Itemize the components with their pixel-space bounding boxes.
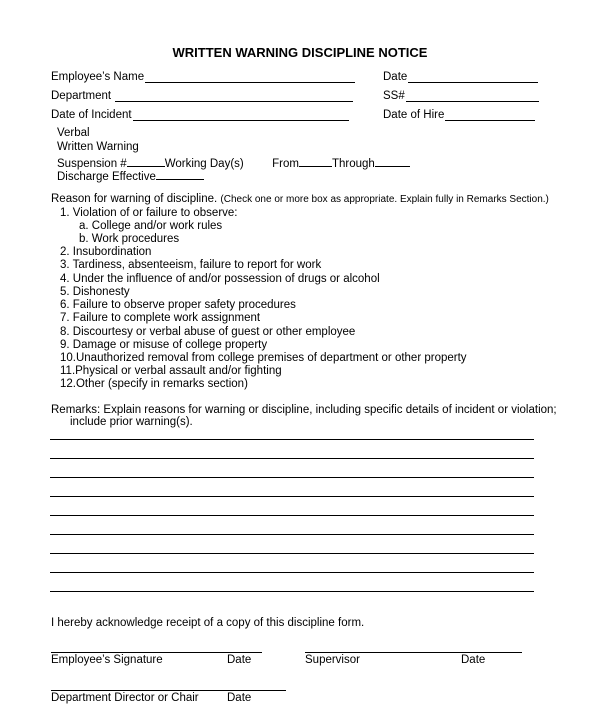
suspension-label: Suspension # <box>57 158 127 170</box>
suspension-days-blank[interactable] <box>127 155 165 167</box>
reason-item-12[interactable]: 12.Other (specify in remarks section) <box>60 378 248 390</box>
from-blank[interactable] <box>299 155 332 167</box>
remarks-line[interactable] <box>50 534 534 535</box>
date-field[interactable] <box>383 70 538 83</box>
reason-item-7[interactable]: 7. Failure to complete work assignment <box>60 312 261 324</box>
employee-signature-label: Employee’s Signature <box>51 654 163 666</box>
reason-item-9[interactable]: 9. Damage or misuse of college property <box>60 339 268 351</box>
director-signature-line[interactable] <box>51 690 286 691</box>
department-label: Department <box>51 90 112 102</box>
remarks-instruction-line1: Remarks: Explain reasons for warning or discipline, including specific details of incident or violation; <box>51 404 557 416</box>
reason-item-4[interactable]: 4. Under the influence of and/or possession of drugs or alcohol <box>60 273 380 285</box>
date-label: Date <box>383 71 408 83</box>
discharge-blank[interactable] <box>156 168 204 180</box>
form-title: WRITTEN WARNING DISCIPLINE NOTICE <box>172 45 428 60</box>
supervisor-signature-line[interactable] <box>305 652 522 653</box>
remarks-line[interactable] <box>50 477 534 478</box>
date-of-hire-field[interactable] <box>383 108 535 121</box>
date-line <box>408 70 538 83</box>
discharge-label: Discharge Effective <box>57 171 156 183</box>
employee-date-label: Date <box>227 654 252 666</box>
ss-field[interactable] <box>383 89 539 102</box>
reason-item-3[interactable]: 3. Tardiness, absenteeism, failure to report for work <box>60 259 322 271</box>
date-of-incident-field[interactable] <box>51 108 349 121</box>
employee-signature-line[interactable] <box>51 652 262 653</box>
date-of-incident-label: Date of Incident <box>51 109 132 121</box>
remarks-line[interactable] <box>50 439 534 440</box>
remarks-line[interactable] <box>50 591 534 592</box>
reason-item-1a[interactable]: a. College and/or work rules <box>79 220 223 232</box>
remarks-instruction-line2: include prior warning(s). <box>70 416 193 428</box>
department-field[interactable] <box>51 89 353 102</box>
director-date-label: Date <box>227 692 252 704</box>
ss-line <box>406 89 539 102</box>
remarks-line[interactable] <box>50 496 534 497</box>
from-label: From <box>272 158 299 170</box>
date-of-incident-line <box>133 108 349 121</box>
reason-heading-note: (Check one or more box as appropriate. Explain fully in Remarks Section.) <box>220 194 549 205</box>
supervisor-date-label: Date <box>461 654 486 666</box>
reason-item-10[interactable]: 10.Unauthorized removal from college premises of department or other property <box>60 352 467 364</box>
department-line <box>115 89 353 102</box>
remarks-line[interactable] <box>50 553 534 554</box>
supervisor-label: Supervisor <box>305 654 360 666</box>
employee-name-field[interactable] <box>51 70 355 83</box>
written-warning-option[interactable]: Written Warning <box>57 141 139 153</box>
reason-item-11[interactable]: 11.Physical or verbal assault and/or fighting <box>60 365 282 377</box>
working-days-label: Working Day(s) <box>164 158 244 170</box>
ss-label: SS# <box>383 90 405 102</box>
reason-item-2[interactable]: 2. Insubordination <box>60 246 152 258</box>
verbal-option[interactable]: Verbal <box>57 127 90 139</box>
reason-item-6[interactable]: 6. Failure to observe proper safety procedures <box>60 299 296 311</box>
director-label: Department Director or Chair <box>51 692 199 704</box>
reason-item-1[interactable]: 1. Violation of or failure to observe: <box>60 207 238 219</box>
through-blank[interactable] <box>375 155 410 167</box>
reason-heading <box>51 193 549 205</box>
date-of-hire-line <box>445 108 535 121</box>
employee-name-label: Employee’s Name <box>51 71 145 83</box>
reason-item-5[interactable]: 5. Dishonesty <box>60 286 130 298</box>
acknowledge-text: I hereby acknowledge receipt of a copy of this discipline form. <box>51 617 365 629</box>
reason-heading-text: Reason for warning of discipline. <box>51 193 218 205</box>
remarks-line[interactable] <box>50 572 534 573</box>
reason-item-8[interactable]: 8. Discourtesy or verbal abuse of guest or other employee <box>60 326 356 338</box>
remarks-line[interactable] <box>50 458 534 459</box>
date-of-hire-label: Date of Hire <box>383 109 445 121</box>
reason-item-1b[interactable]: b. Work procedures <box>79 233 180 245</box>
employee-name-line <box>145 70 355 83</box>
discharge-option[interactable] <box>57 168 204 183</box>
through-label: Through <box>331 158 375 170</box>
remarks-line[interactable] <box>50 515 534 516</box>
